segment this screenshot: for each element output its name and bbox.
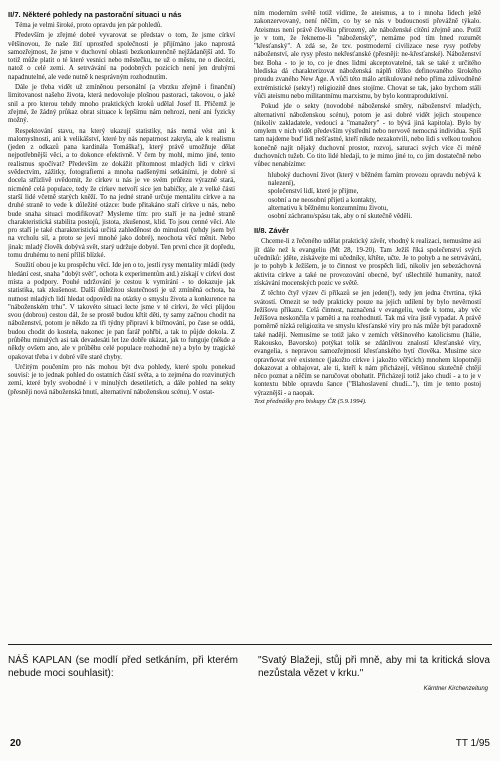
left-column: [8, 10, 235, 638]
list-item: alternativu k běžnému konzumnímu životu,: [268, 204, 388, 212]
divider: [8, 644, 492, 645]
section-heading: II/7. Některé pohledy na pastorační situaci u nás: [8, 10, 182, 19]
paragraph: Určitým poučením pro nás mohou být dva pohledy, které spolu ponekud souvisí: je to jednak pohled do ostatních částí světa, a to zejména do rozvinutých zemí, které byly svobodné i v minulých desetiletích, a dále pohled na sekty (přesněji nová náboženská hnutí, alternativní náboženskou scénu). V ostat-: [8, 363, 235, 396]
page-number: 20: [10, 738, 22, 749]
section-heading: II/8. Závěr: [254, 226, 290, 236]
source-note: Text přednášky pro biskupy ČR (5.9.1994).: [254, 398, 367, 406]
list-item: osobní a ne neosobní přijetí a kontakty,: [268, 196, 377, 204]
paragraph: Pokud jde o sekty (novodobé náboženské směry, náboženství mladých, alternativní náboženskou scénu), potom je asi dobré vidět jejich stoupence (nikoliv zakladatele, vedoucí a "manažery" - to bývá jiná kapitola). Bylo by omylem v nich vidět především výstřední nebo nervově nemocná individua. Spíš tam najdeme bud' lidi nešťastné, kteří nikde nezakotvili, nebo lidi s velkou touhou konečně najít nějaký duchovní prostor, rozvoj, saturaci svých více či méně duchovních tužeb. Co tito lidé hledají, to je mimo jiné to, co jim dostatečně nebo vůbec nenabízíme:: [254, 103, 481, 169]
paragraph: Z těchto čtyř výzev či příkazů se jen jeden(!), tedy jen jedna čtvrtina, týká svátostí. Omezit se tedy prakticky pouze na jejich udílení by bylo nevěrností Ježíšovu příkazu. Celá činnost, naznačená v evangeliu, vede k tomu, aby věc Ježíšova neskončila v paměti a na rozhodnutí. Tak má víra jistě vypadat. A právě poměrně nízká religiozita ve smyslu křesťanské víry pro nás může být paradoxně také nadějí. Nemusíme se totiž jako v zemích většinového katolicismu (Itálie, Rakousko, Bavorsko) potýkat tolik se zdánlivou znalostí křesťanské víry, evangelia, s nepravou samozřejmostí křesťanského bytí člověka. Musíme sice opravňovat své existence (jakožto církve i jakožto věřících) mnohem klopotněji dokazovat a obhajovat, ale ti, kteří k nám přicházejí, většinou skutečně chtějí něco poznat a něčím se naručovat obohatit. Přicházejí totiž jako chudí - a to je v kontextu bible opravdu šance ("Blahoslavení chudí..."), tím je tento postoj výraznější - a naopak.: [254, 290, 481, 397]
quote-right: "Svatý Blažeji, stůj při mně, aby mi ta kritická slova nezůstala vězet v krku.": [258, 655, 490, 679]
right-column: [254, 10, 481, 638]
issue-label: TT 1/95: [455, 738, 490, 749]
paragraph: ním moderním světě totiž vidíme, že ateismus, a to i mnoha lidech ještě zakonzervovaný, není něčím, co by se nás v budoucnosti převážně týkalo. Ateismus není právě člověku přirozený, ale náboženské cítění zřejmě ano. Potíž je v tom, že řekneme-li "náboženský", nemáme pod tím hned rozumět "křesťanský". A zdá se, že tzv. postmoderní civilizace nese rysy potřeby náboženství, ale rysy přesto nekřesťanské (přesněji: ne-křesťanské). Náboženství bez Boha - to je to, co je dnes lidmi akceptovatelné, tak se také z určitého hlediska dá charakterizovat náboženská náplň těžko definovaného širokého proudu zvaného New Age. A vůči této málo artikulované nebo příma zdůvodněné extrémistické (sekty!) religiozitě dnes stojíme. Chovat se tak, jako bychom stáli vůči ateismu nebo militantnímu marxismu, by bylo kontraproduktivní.: [254, 10, 481, 100]
paragraph: Dále je třeba vidět už zmíněnou personální (a vbrzku zřejmě i finanční) limitovanost našeho života, která nedovoluje plošnou pastoraci, takovou, o jaké snil a pro kterou tehdy mnoho praktických kroků udělal Josef II. Přičemž je zřejmé, že žádný průkaz obrat situace k lepšímu nám nehrozí, není ani fyzicky možný.: [8, 84, 235, 125]
caption-left: NÁŠ KAPLAN (se modlí před setkáním, při kterém nebude moci souhlasit):: [8, 655, 238, 679]
needs-list: [254, 172, 481, 222]
paragraph: Soužití obou je ku prospěchu věcí. Ide jen o to, jestli rysy mentality mládí (tedy hledání cest, snaha "dobýt svět", ochota k experimentům atd.) získají v církvi dost místa a podpory. Pouhé udržování je cestou k vymírání - to dokazuje jak statistika, tak zkušenost. Další důležitou skutečností je už zmíněná ochota, ba nutnost mladých lidí hledat odpovědi na otázky o smyslu života a konkurence na "náboženském trhu". V takovéto situaci lecte jsme v té církvi, že věci plijdou svou (dobrou) cestou dál, že se prostě budou křtít děti, ty samy začnou chodit na náboženství, potom je někdo za tři týdny připraví k biřmování, po čase se oddá, budou chodit do kostela, nakonec je pan farář pohřbí, a tak to půjde dokola. Z průběhu minulých asi tak devadesáti let lze dobře ukázat, jak to funguje (někde a někdy ovšem ano, ale v průběhu celé populace rozhodně ne) a bylo by tragické opakovat třeba i v dobré víře staré chyby.: [8, 262, 235, 361]
quote-source: Kärntner Kirchenzeitung: [423, 686, 488, 692]
paragraph: Především je zřejmé dobré vyvarovat se představ o tom, že jsme církví většinovou, že naše žití uprostřed společnosti je přijímáno jako naprostá samozřejmost, že jsme v duchovní oblasti bezkonkurenčně nejžádanější atd. To totiž může platit o té které vesnici nebo městečku, ne už o městu, ne o diecézi, natož o celé zemi. A setrvávání na podobných pozicích není jen druhými napadnutelné, ale vede nutně k nesprávným rozhodnutím.: [8, 32, 235, 81]
paragraph: Respektování stavu, na který ukazují statistiky, nás nemá vést ani k malomyslnosti, ani k velikášství, které by nás nepatrnost zakryla, ale k realismu (jeden z odkazů pana kardinála Tomáška!), který právě umožňuje dělat nejpotřebnější věci, a to dokonce efektivně. V čem by mohl, mimo jiné, tento realismus spočívat? Především ze dokážit přítomnost mladých lidí v církvi svědectvím, zážitky, fotografiemi a mnoha nadšenými setkáními, je dobré si docela střízlivě uvědomit, že církev u nás je ve svém průřezu výrazně stará, nicméně celá populace, tedy že církev netvoří sice jen babičky, ale z velké části starší lidé včetně starých kněží. To na jedné straně určuje mentalitu církve a na druhé straně to vede k důležité otázce: bude přitakáno staří církve u nás, nebo bude snaha situaci modifikovat? Mysleme tím: pro staří je na jedné straně charakteristická stabilita postojů, jistota, zkušenost, klid. To jsou cenné věci. Ale pro staří je také charakteristická určitá zahleděnost do minulosti (tehdy jsem byl na vrcholu sil, a proto se jeví mnohé jako dobré), neochota věcí měnit. Nebo jinak: mladý člověk dobývá svět, starý udržuje dobyté. Ten první chce jít dopředu, tomu druhému to není příliš blízké.: [8, 127, 235, 260]
paragraph: Téma je velmi široké, proto opravdu jen pár pohledů.: [15, 22, 162, 29]
list-item: hluboký duchovní život (který v běžném farním provozu opravdu nebývá k nalezení),: [268, 171, 481, 187]
list-item: osobní záchranu/spásu tak, aby o ní skutečně věděli.: [268, 213, 413, 221]
list-item: společenství lidí, které je přijme,: [268, 188, 359, 196]
paragraph: Chceme-li z řečeného udělat praktický závěr, vhodný k realizaci, nemusíme asi jít dále než k evangeliu (Mt 28, 19-20). Tam Ježíš říká společenství svých učedníků: jděte, získávejte mi učedníky, křtěte, učte. Je to pohyb a ne setrvávání, je to pohyb k Ježíšem, je to činnost ve prospěch lidí, nikoliv jen sebezáchovná aktivita církve a také ne provozování obecné, byť ušlechtilé humanity, natož získávání mocenských pozic ve světě.: [254, 238, 481, 287]
